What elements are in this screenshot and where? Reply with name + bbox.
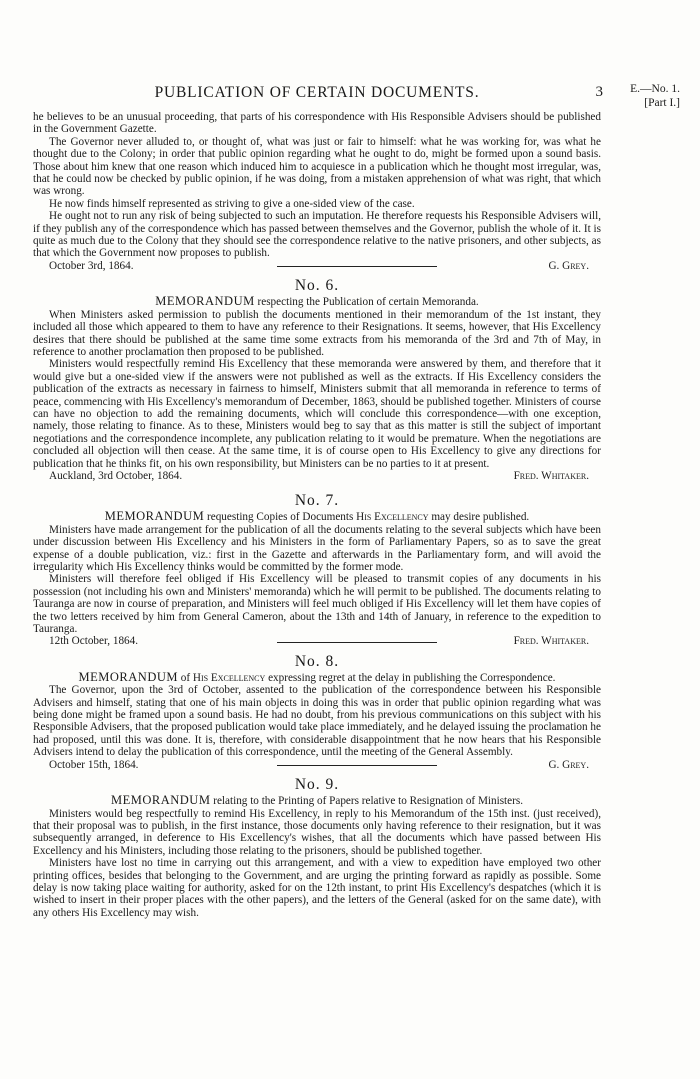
memorandum-no-8 [33, 652, 601, 771]
heading-text: expressing regret at the delay in publishing the Correspondence. [268, 671, 556, 684]
heading-text: may desire published. [431, 511, 530, 524]
heading-honorific: His Excellency [356, 511, 429, 524]
document-number: No. 6. [294, 277, 340, 295]
heading-text: requesting Copies of Documents [207, 511, 354, 524]
memorandum-heading [33, 794, 601, 807]
heading-honorific: His Excellency [192, 671, 266, 684]
memorandum-no-6 [33, 277, 601, 482]
document-number: No. 9. [294, 776, 340, 794]
paragraph: he believes to be an unusual proceeding, that parts of his correspondence with His Responsible Advisers should be published in the Government Gazette. [33, 111, 601, 136]
memorandum-no-7 [33, 492, 601, 648]
memorandum-no-9 [33, 776, 601, 919]
reference-part: [Part I.] [644, 97, 680, 109]
opening-section [33, 111, 601, 272]
date: 12th October, 1864. [49, 635, 139, 648]
section-divider [277, 266, 437, 267]
section-divider [277, 765, 437, 766]
heading-lead: MEMORANDUM [155, 294, 255, 309]
signature-line [33, 470, 601, 482]
paragraph: Ministers have lost no time in carrying out this arrangement, and with a view to expedition have employed two other printing offices, besides that belonging to the Government, and are urging the printing forward as rapidly as possible. Some delay is now taking place waiting for authority, asked for on the 12th instant, to print His Excellency's despatches (which it is wished to insert in their proper places with the other papers), and the letters of the General (asked for on the same date), with any others His Excellency may wish. [33, 857, 601, 919]
paragraph: The Governor never alluded to, or thought of, what was just or fair to himself: what he was working for, was what he thought due to the Colony; in order that public opinion regarding what he ought to do, might be formed upon a sound basis. Those about him knew that one reason which induced him to acquiesce in a publication which he thought most irregular, was, that he could now be checked by public opinion, if he was doing, from a mistaken apprehension of what was right, that which was wrong. [33, 135, 601, 198]
heading-lead: MEMORANDUM [104, 509, 205, 524]
running-header [33, 84, 601, 102]
heading-text: of [180, 671, 191, 684]
date: October 3rd, 1864. [49, 259, 134, 272]
reference-number: E.—No. 1. [630, 83, 680, 95]
memorandum-heading [33, 295, 601, 308]
heading-text: respecting the Publication of certain Memoranda. [257, 296, 479, 309]
heading-lead: MEMORANDUM [110, 793, 211, 808]
section-divider [277, 642, 437, 643]
paragraph: He ought not to run any risk of being subjected to such an imputation. He therefore requests his Responsible Advisers will, if they publish any of the correspondence which has passed between themselves and the Governor, publish the whole of it. It is quite as much due to the Colony that they should see the correspondence relative to the native prisoners, and other subjects, as that which the Government now proposes to publish. [33, 210, 601, 260]
page-title: PUBLICATION OF CERTAIN DOCUMENTS. [154, 84, 480, 101]
date: October 15th, 1864. [49, 758, 139, 771]
document-number: No. 7. [294, 492, 340, 510]
date: Auckland, 3rd October, 1864. [49, 469, 183, 482]
paragraph: Ministers will therefore feel obliged if His Excellency will be pleased to transmit copies of any documents in his possession (not including his own and Ministers' memoranda) which he will permit to be published. The documents relating to Tauranga are now in course of preparation, and Ministers will feel much obliged if His Excellency will let them have copies of the two letters received by him from General Cameron, about the 13th and 14th of January, in reference to the expedition to Tauranga. [33, 573, 601, 636]
heading-text: relating to the Printing of Papers relative to Resignation of Ministers. [213, 795, 524, 808]
page-number: 3 [595, 84, 603, 100]
memorandum-heading [33, 671, 601, 684]
signature: Fred. Whitaker. [513, 469, 589, 482]
paragraph: When Ministers asked permission to publish the documents mentioned in their memorandum of the 1st instant, they included all those which appeared to them to have any reference to their Resignations. It seems, however, that His Excellency desires that there should be published at the same time some extracts from his memoranda of the 3rd and 7th of May, in reference to another proclamation then proposed to be published. [33, 308, 601, 358]
signature: Fred. Whitaker. [513, 635, 589, 648]
heading-lead: MEMORANDUM [78, 669, 178, 684]
paragraph: Ministers have made arrangement for the publication of all the documents relating to the several subjects which have been under discussion between His Excellency and his Ministers in the form of Parliamentary Papers, so as to save the great expense of a double publication, viz.: first in the Gazette and afterwards in the Parliamentary form, and will avoid the irregularity which His Excellency thinks would be committed by the former mode. [33, 523, 601, 573]
signature: G. Grey. [548, 259, 589, 272]
document-number: No. 8. [294, 652, 340, 670]
signature: G. Grey. [548, 758, 589, 771]
paragraph: Ministers would respectfully remind His Excellency that these memoranda were answered by them, and therefore that it would give but a one-sided view if the answers were not published as well as the extracts. If His Excellency considers the publication of the extracts as necessary in fairness to himself, Ministers submit that all memoranda in reference to terms of peace, commencing with His Excellency's memorandum of December, 1863, should be published together. Ministers of course can have no objection to add the remaining documents, which will conclude this correspondence—with one exception, namely, those relating to finance. As to these, Ministers would beg to say that as this matter is still the subject of important negotiations and the correspondence incomplete, any publication relating to it would be premature. When the negotiations are concluded all objection will then cease. At the same time, it is of course open to His Excellency to give any directions for publication that he thinks fit, on his own responsibility, but Ministers can be no parties to it at present. [33, 358, 601, 470]
document-page [33, 84, 601, 919]
document-reference [620, 82, 680, 110]
memorandum-heading [33, 510, 601, 523]
paragraph: He now finds himself represented as striving to give a one-sided view of the case. [49, 197, 415, 210]
paragraph: Ministers would beg respectfully to remind His Excellency, in reply to his Memorandum of the 15th inst. (just received), that their proposal was to publish, in the first instance, those documents only having reference to their resignation, but it was subsequently arranged, in deference to His Excellency's wishes, that all the documents which have passed between His Excellency and his Ministers, including those relating to the prisoners, should be published together. [33, 807, 601, 857]
paragraph: The Governor, upon the 3rd of October, assented to the publication of the correspondence between his Responsible Advisers and himself, stating that one of his main objects in doing this was in order that public opinion regarding what was being done might be framed upon a sound basis. He had no doubt, from his previous communications on this subject with his Responsible Advisers, that the proposed publication would take place immediately, and he delayed issuing the proclamation he had proposed, until this was done. It is, therefore, with considerable disappointment that he now hears that his Responsible Advisers intend to delay the publication of this correspondence, until the meeting of the General Assembly. [33, 684, 601, 759]
